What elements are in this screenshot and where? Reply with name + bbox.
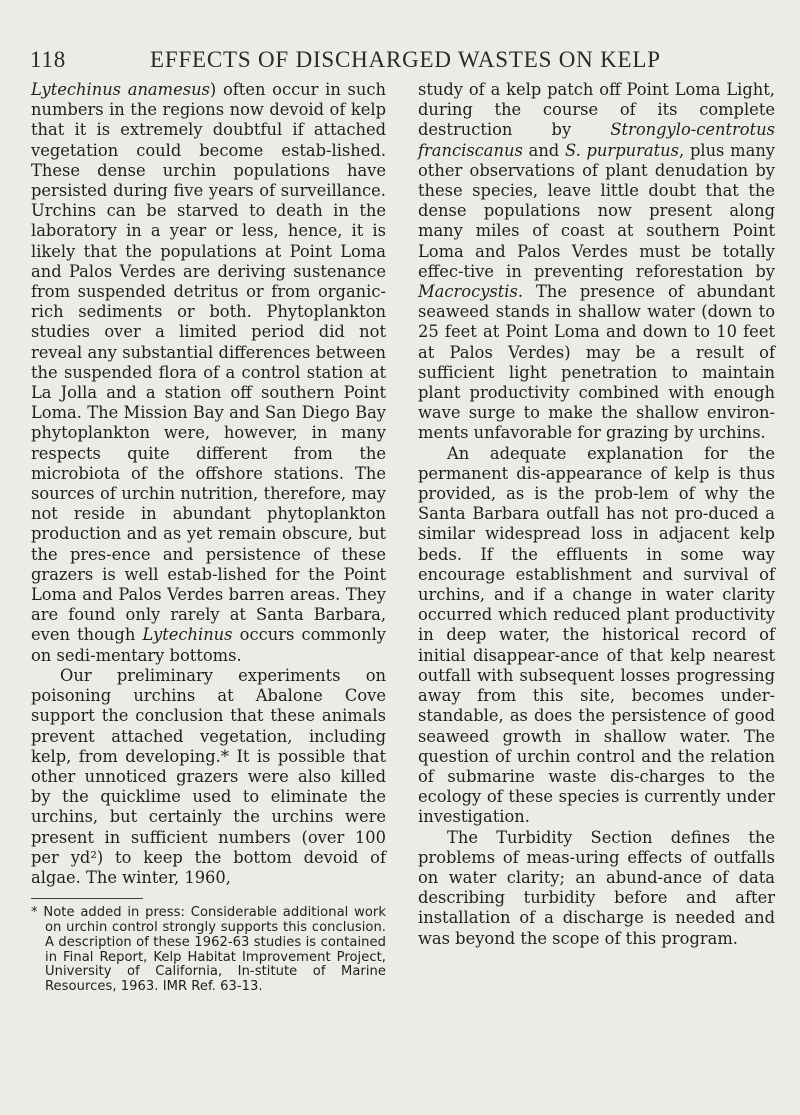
right-column — [418, 80, 775, 949]
footnote-rule — [31, 898, 143, 899]
page-number: 118 — [30, 47, 67, 72]
footnote: * Note added in press: Considerable additional work on urchin control strongly supports this conclusion. A description of these 1962-63 studies is contained in Final Report, Kelp Habitat Improvement Project, University of California, In-stitute of Marine Resources, 1963. IMR Ref. 63-13. — [31, 905, 386, 995]
left-column — [31, 80, 386, 995]
species-name: Lytechinus — [142, 625, 233, 645]
species-name: Macrocystis — [418, 282, 518, 302]
right-paragraph-2: An adequate explanation for the permanent dis-appearance of kelp is thus provided, as is the prob-lem of why the Santa Barbara outfall has not pro-duced a similar widespread loss in adjacent kelp beds. If the effluents in some way encourage establishment and survival of urchins, and if a change in water clarity occurred which reduced plant productivity in deep water, the historical record of initial disappear-ance of that kelp nearest outfall with subsequent losses progressing away from this site, becomes under-standable, as does the persistence of good seaweed growth in shallow water. The question of urchin control and the relation of submarine waste dis-charges to the ecology of these species is currently under investigation. — [418, 443, 775, 827]
paragraph-text: study of a kelp patch off Point Loma Light, during the course of its complete destruction by — [418, 80, 775, 140]
left-paragraph-2 — [31, 666, 386, 888]
right-paragraph-3: The Turbidity Section defines the problems of meas-uring effects of outfalls on water clarity; an abund-ance of data describing turbidity before and after installation of a discharge is needed and was beyond the scope of this program. — [418, 827, 775, 948]
species-name: S. purpuratus — [565, 140, 679, 160]
left-paragraph-1 — [31, 80, 386, 666]
right-paragraph-1 — [418, 80, 775, 444]
paragraph-text: and — [522, 140, 565, 160]
species-name: Lytechinus anamesus — [31, 80, 210, 99]
paragraph-text: , plus many other observations of plant denudation by these species, leave little doubt that the dense populations now present along many miles of coast at southern Point Loma and Palos Verdes must be totally effec-tive in preventing reforestation by — [418, 140, 776, 281]
paragraph-text: . The presence of abundant seaweed stands in shallow water (down to 25 feet at Point Loma and down to 10 feet at Palos Verdes) may be a result of sufficient light penetration to maintain plant productivity combined with enough wave surge to make the shallow environ-ments unfavorable for grazing by urchins. — [418, 282, 775, 443]
paragraph-text: Our preliminary experiments on poisoning urchins at Abalone Cove support the conclusion that these animals prevent attached vegetation, including kelp, from developing.* It is possible that other unnoticed grazers were also killed by the quicklime used to eliminate the urchins, but certainly the urchins were present in sufficient numbers (over 100 per yd²) to keep the bottom devoid of algae. The winter, 1960, — [31, 665, 386, 887]
paragraph-text: occurs commonly on sedi-mentary bottoms. — [31, 625, 386, 665]
paragraph-text: ) often occur in such numbers in the regions now devoid of kelp that it is extremely doubtful if attached vegetation could become estab-lished. These dense urchin populations have persisted during five years of surveillance. Urchins can be starved to death in the laboratory in a year or less, hence, it is likely that the populations at Point Loma and Palos Verdes are deriving sustenance from suspended detritus or from organic-rich sediments or both. Phytoplankton studies over a limited period did not reveal any substantial differences between the suspended flora of a control station at La Jolla and a station off southern Point Loma. The Mission Bay and San Diego Bay phytoplankton were, however, in many respects quite different from the microbiota of the offshore stations. The sources of urchin nutrition, therefore, may not reside in abundant phytoplankton production and as yet remain obscure, but the pres-ence and persistence of these grazers is well estab-lished for the Point Loma and Palos Verdes barren areas. They are found only rarely at Santa Barbara, even though — [31, 80, 386, 645]
species-name: Strongylo-centrotus franciscanus — [418, 120, 775, 160]
running-head: EFFECTS OF DISCHARGED WASTES ON KELP — [150, 47, 661, 72]
